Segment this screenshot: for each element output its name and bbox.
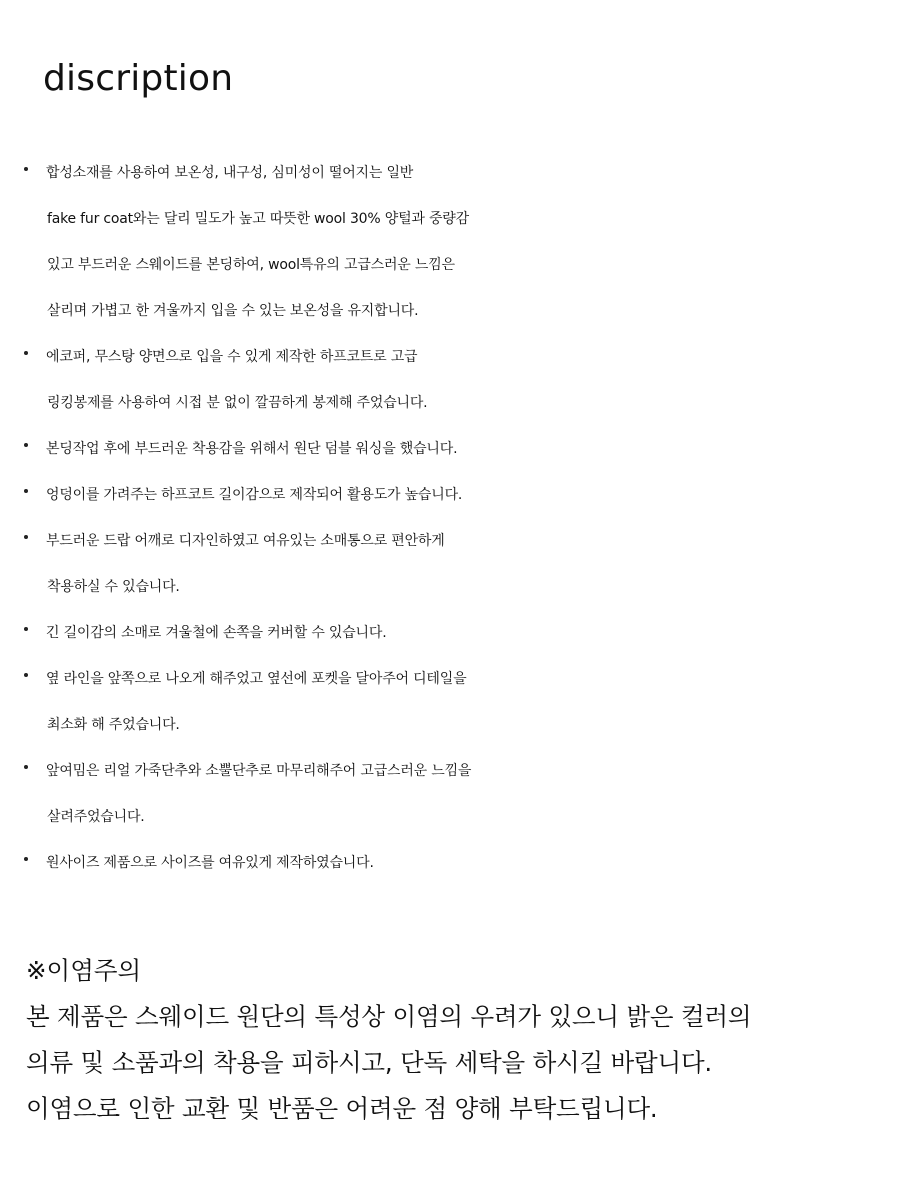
bullet-line: 부드러운 드랍 어깨로 디자인하였고 여유있는 소매통으로 편안하게 [46, 533, 445, 549]
bullet-item [0, 840, 915, 886]
bullet-dot-icon [24, 627, 28, 631]
bullet-line: 엉덩이를 가려주는 하프코트 길이감으로 제작되어 활용도가 높습니다. [46, 487, 463, 503]
notice-heading: ※이염주의 [26, 956, 142, 985]
bullet-line: 살려주었습니다. [47, 809, 145, 825]
bullet-line: 에코퍼, 무스탕 양면으로 입을 수 있게 제작한 하프코트로 고급 [46, 349, 418, 365]
bullet-dot-icon [24, 351, 28, 355]
notice-line: 의류 및 소품과의 착용을 피하시고, 단독 세탁을 하시길 바랍니다. [26, 1048, 713, 1077]
section-title: discription [43, 58, 234, 99]
bullet-item [0, 150, 915, 334]
bullet-line: 원사이즈 제품으로 사이즈를 여유있게 제작하였습니다. [46, 855, 374, 871]
dye-transfer-notice [26, 948, 906, 1132]
bullet-dot-icon [24, 857, 28, 861]
bullet-line: 있고 부드러운 스웨이드를 본딩하여, wool특유의 고급스러운 느낌은 [47, 257, 455, 273]
notice-line: 이염으로 인한 교환 및 반품은 어려운 점 양해 부탁드립니다. [26, 1094, 658, 1123]
bullet-item [0, 748, 915, 840]
bullet-line: 합성소재를 사용하여 보온성, 내구성, 심미성이 떨어지는 일반 [46, 165, 414, 181]
bullet-item [0, 610, 915, 656]
bullet-dot-icon [24, 673, 28, 677]
bullet-dot-icon [24, 535, 28, 539]
bullet-line: 본딩작업 후에 부드러운 착용감을 위해서 원단 덤블 워싱을 했습니다. [46, 441, 458, 457]
bullet-item [0, 518, 915, 610]
bullet-item [0, 656, 915, 748]
bullet-line: 옆 라인을 앞쪽으로 나오게 해주었고 옆선에 포켓을 달아주어 디테일을 [46, 671, 467, 687]
bullet-dot-icon [24, 489, 28, 493]
feature-bullet-list [0, 150, 915, 886]
bullet-item [0, 472, 915, 518]
bullet-item [0, 334, 915, 426]
bullet-dot-icon [24, 167, 28, 171]
bullet-line: 링킹봉제를 사용하여 시접 분 없이 깔끔하게 봉제해 주었습니다. [47, 395, 428, 411]
bullet-line: 최소화 해 주었습니다. [47, 717, 180, 733]
bullet-line: 착용하실 수 있습니다. [47, 579, 180, 595]
bullet-line: fake fur coat와는 달리 밀도가 높고 따뜻한 wool 30% 양털과 중량감 [47, 211, 469, 227]
bullet-item [0, 426, 915, 472]
bullet-dot-icon [24, 443, 28, 447]
bullet-line: 앞여밈은 리얼 가죽단추와 소뿔단추로 마무리해주어 고급스러운 느낌을 [46, 763, 472, 779]
bullet-line: 긴 길이감의 소매로 겨울철에 손쪽을 커버할 수 있습니다. [46, 625, 387, 641]
bullet-line: 살리며 가볍고 한 겨울까지 입을 수 있는 보온성을 유지합니다. [47, 303, 419, 319]
notice-line: 본 제품은 스웨이드 원단의 특성상 이염의 우려가 있으니 밝은 컬러의 [26, 1002, 752, 1031]
bullet-dot-icon [24, 765, 28, 769]
